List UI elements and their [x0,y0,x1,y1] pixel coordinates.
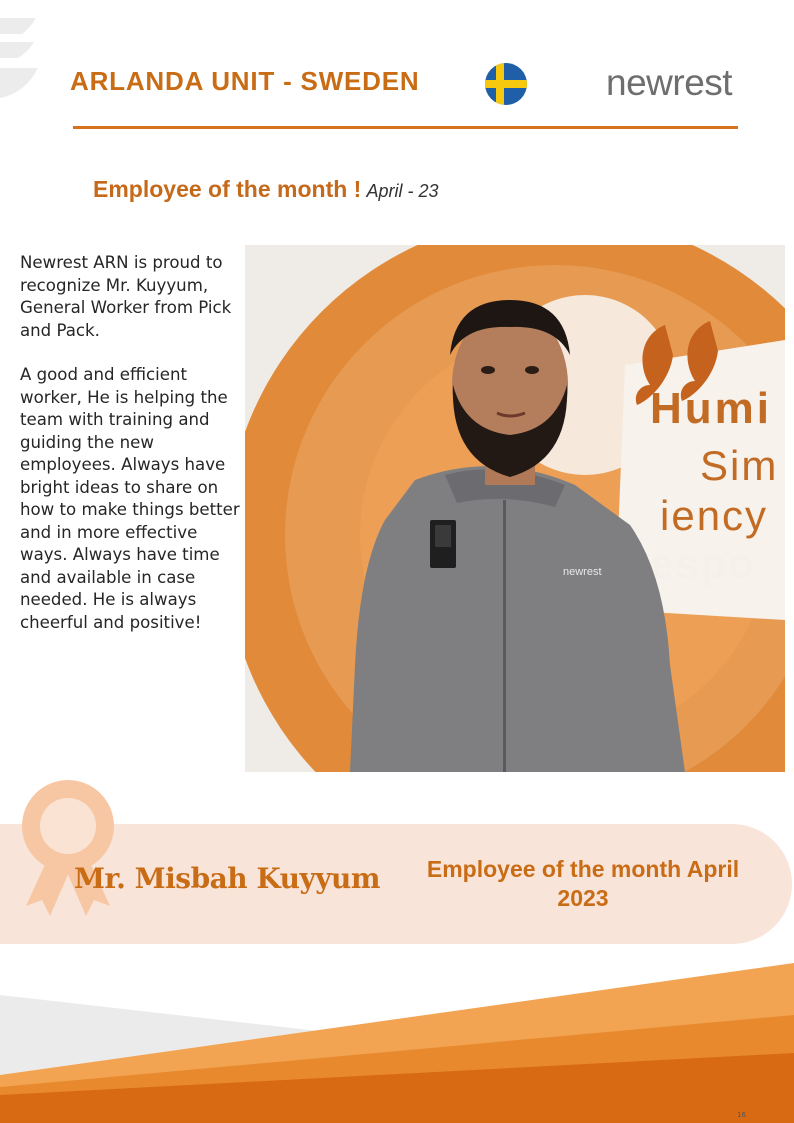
wall-text-4: espo [650,540,757,587]
jacket-logo-text: newrest [563,566,602,578]
unit-title: ARLANDA UNIT - SWEDEN [70,66,420,96]
wall-text-3: iency [660,492,769,539]
footer-stripes-decoration [0,955,794,1123]
sweden-flag-icon [484,62,528,106]
logo-text: newrest [606,62,733,103]
winner-name: Mr. Misbah Kuyyum [74,862,380,895]
newrest-logo [606,62,732,104]
description-text [20,252,242,656]
employee-photo [245,245,785,772]
winner-award: Employee of the month April 2023 [426,856,740,911]
section-heading-date: April - 23 [366,181,439,201]
header-divider [73,126,738,129]
description-paragraph: A good and efficient worker, He is helping the team with training and guiding the new employees. Always have bright ideas to share on how to make things better and in more effective ways. Always have time and available in case needed. He is always cheerful and positive! [20,365,240,632]
page-number: 16 [737,1111,746,1119]
award-ribbon-icon [18,778,128,918]
description-paragraph: Newrest ARN is proud to recognize Mr. Kuyyum, General Worker from Pick and Pack. [20,253,232,340]
corner-stripes-decoration [0,18,40,104]
wall-text-1: Humi [650,384,772,433]
wall-text-2: Sim [700,442,779,489]
section-heading [93,176,438,203]
section-heading-title: Employee of the month ! [93,176,362,202]
